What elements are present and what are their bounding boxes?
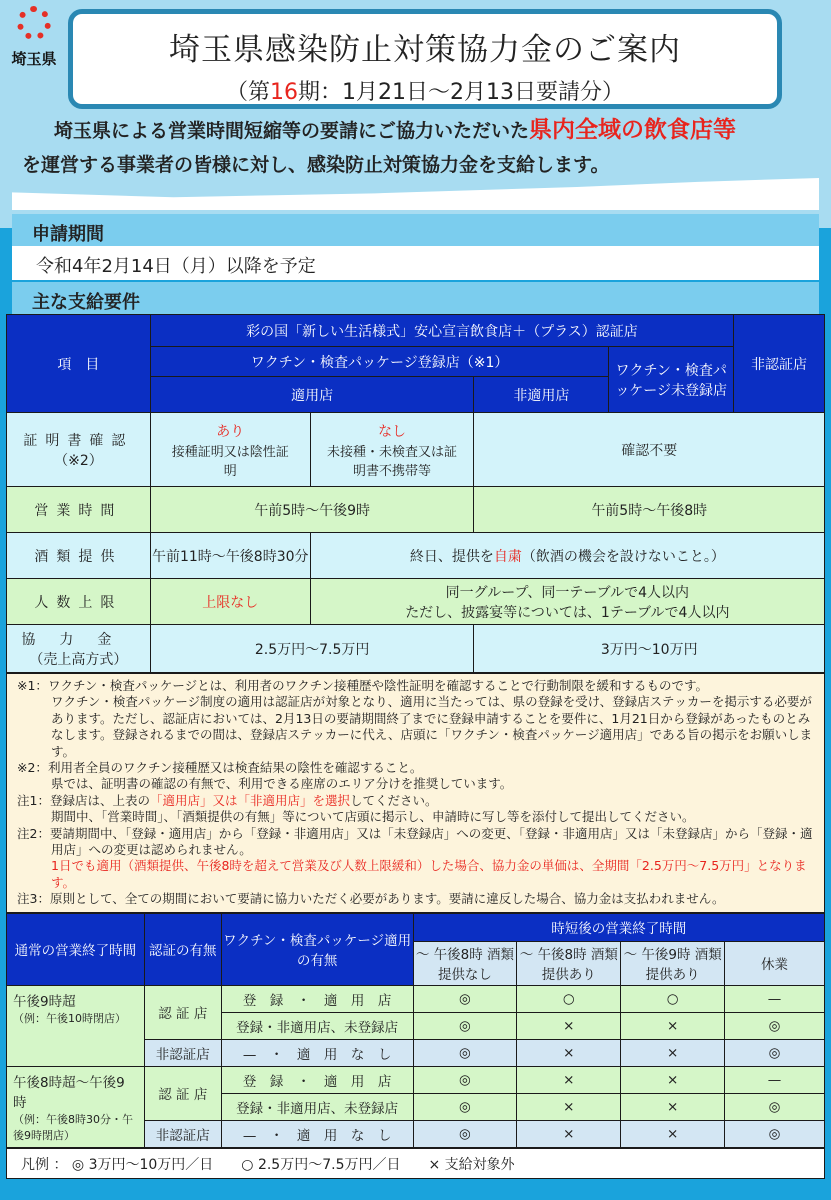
- prefecture-logo: [8, 6, 60, 69]
- table-row: 酒類提供 午前11時～午後8時30分 終日、提供を自粛（飲酒の機会を設けないこと。）: [7, 533, 825, 579]
- table-row: 午後9時超 （例：午後10時閉店） 認 証 店 登 録 ・ 適 用 店 ◎ ○ ○ —: [7, 985, 825, 1012]
- requirements-heading: 主な支給要件: [12, 282, 819, 314]
- note-item: 注2：要請期間中、「登録・適用店」から「登録・非適用店」又は「未登録店」への変更、「登録・非適用店」又は「未登録店」から「登録・適用店」への変更は認められません。: [17, 825, 813, 858]
- page-title: 埼玉県感染防止対策協力金のご案内: [169, 32, 681, 68]
- note-item: 期間中、「営業時間」、「酒類提供の有無」等について店頭に掲示し、申請時に写し等を添付して提出してください。: [51, 809, 695, 825]
- note-item: 1日でも適用（酒類提供、午後8時を超えて営業及び人数上限緩和）した場合、協力金の単価は、全期間「2.5万円～7.5万円」となります。: [51, 858, 807, 890]
- note-item: ワクチン・検査パッケージ制度の適用は認証店が対象となり、適用に当たっては、県の登録を受け、登録店ステッカーを掲示する必要があります。ただし、認証店においては、2月13日の要請期間終了までに登録申請することを要件に、1月21日から登録があったものとみなします。登録されるまでの間は、登録店ステッカーに代え、店頭に「ワクチン・検査パッケージ適用店」である旨の掲示をお願いします。: [51, 694, 813, 759]
- application-period-section: [12, 214, 819, 280]
- table-row: 非認証店 — ・ 適 用 な し ◎ × × ◎: [7, 1039, 825, 1066]
- logo-text: 埼玉県: [11, 50, 57, 68]
- page-subtitle: （第16期：1月21日～2月13日要請分）: [226, 80, 624, 105]
- application-period-value: 令和4年2月14日（月）以降を予定: [12, 246, 819, 280]
- table-row: 登録・非適用店、未登録店 ◎ × × ◎: [7, 1012, 825, 1039]
- section-heading: 申請期間: [12, 214, 819, 246]
- table-row: 人数上限 上限なし 同一グループ、同一テーブルで4人以内 ただし、披露宴等については、1テーブルで4人以内: [7, 579, 825, 625]
- note-item: ※1：ワクチン・検査パッケージとは、利用者のワクチン接種歴や陰性証明を確認することで行動制限を緩和するものです。: [17, 678, 708, 693]
- notes-box: [6, 673, 825, 913]
- table-row: 非認証店 — ・ 適 用 な し ◎ × × ◎: [7, 1120, 825, 1147]
- note-item: 県では、証明書の確認の有無で、利用できる座席のエリア分けを推奨しています。: [51, 776, 513, 792]
- table-row: 登録・非適用店、未登録店 ◎ × × ◎: [7, 1093, 825, 1120]
- table-row: 証明書確認 （※2） あり 接種証明又は陰性証明 なし 未接種・未検査又は証明書不携帯等 確認不要: [7, 413, 825, 487]
- subsidy-matrix-table: 通常の営業終了時間 認証の有無 ワクチン・検査パッケージ適用の有無 時短後の営業終了時間 ～ 午後8時 酒類提供なし ～ 午後8時 酒類提供あり ～ 午後9時 酒類提供あり 休業 午後9時超 （例：午後10時閉店） 認 証 店 登 録 ・ 適 用 店 ◎ ○ ○ — 登録・非適用店、未登録店 ◎ × × ◎ 非認証店 — ・ 適 用 な し ◎ × × ◎ 午後8時超～午後9時 （例：午後8時30分・午後9時閉店） 認 証 店 登 録 ・ 適 用 店 ◎ × × — 登録・非適用店、未登録店 ◎ × × ◎ 非認証店 — ・ 適 用 な し ◎ × × ◎: [6, 913, 825, 1148]
- legend: 凡例 ： ◎ 3万円～10万円／日 ○ 2.5万円～7.5万円／日 × 支給対象外: [6, 1148, 825, 1179]
- note-item: 注1：登録店は、上表の「適用店」又は「非適用店」を選択してください。: [17, 792, 438, 808]
- title-box: [68, 9, 782, 109]
- table-row: 午後8時超～午後9時 （例：午後8時30分・午後9時閉店） 認 証 店 登 録 ・ 適 用 店 ◎ × × —: [7, 1066, 825, 1093]
- intro-text: 埼玉県による営業時間短縮等の要請にご協力いただいた県内全域の飲食店等 を運営する事業者の皆様に対し、感染防止対策協力金を支給します。: [22, 117, 737, 176]
- requirements-table: 項 目 彩の国「新しい生活様式」安心宣言飲食店＋（プラス）認証店 非認証店 ワクチン・検査パッケージ登録店（※1） ワクチン・検査パッケージ未登録店 適用店 非適用店 証明書確認 （※2） あり 接種証明又は陰性証明 なし 未接種・未検査又は証明書不携帯等 確認不要 営業時間 午前5時～午後9時 午前5時～午後8時 酒類提供 午前11時～午後8時30分 終日、提供を自粛（飲酒の機会を設けないこと。） 人数上限 上限なし 同一グループ、同一テーブルで4人以内 ただし、披露宴等については、1テーブルで4人以内 協力金 （売上高方式） 2.5万円～7.5万円 3万円～10万円: [6, 314, 825, 673]
- table-row: 協力金 （売上高方式） 2.5万円～7.5万円 3万円～10万円: [7, 625, 825, 673]
- table-row: 営業時間 午前5時～午後9時 午前5時～午後8時: [7, 487, 825, 533]
- saitama-emblem-icon: [17, 6, 51, 40]
- requirements-table-wrap: [6, 314, 825, 1179]
- note-item: ※2：利用者全員のワクチン接種歴又は検査結果の陰性を確認すること。: [17, 760, 423, 776]
- note-item: 注3：原則として、全ての期間において要請に協力いただく必要があります。要請に違反した場合、協力金は支払われません。: [17, 891, 725, 907]
- highlight-target: 県内全域の飲食店等: [529, 117, 737, 143]
